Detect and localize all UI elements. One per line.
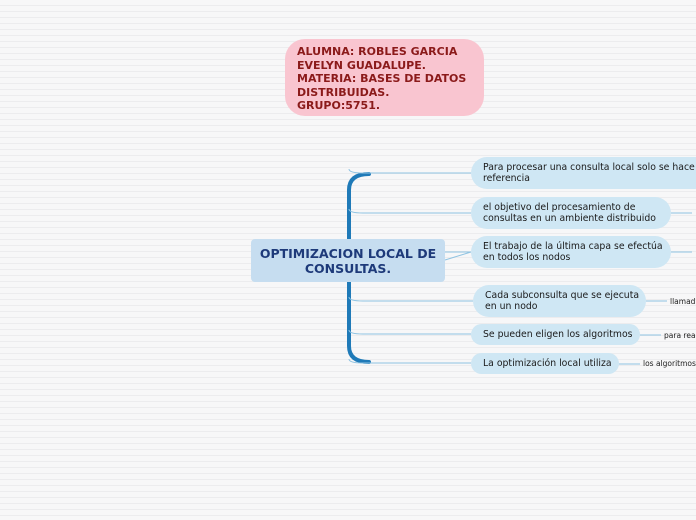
central-topic-line: CONSULTAS. [304,260,392,276]
branch-node-ultima-capa[interactable] [471,236,671,268]
info-line: EVELYN GUADALUPE. [297,58,426,72]
branch-line: el objetivo del procesamiento de [483,202,636,213]
subtopic-label[interactable]: llamad [670,297,696,306]
branch-line: Se pueden eligen los algoritmos [483,329,633,340]
branch-line: Para procesar una consulta local solo se hace [483,162,695,173]
branch-line: consultas en un ambiente distribuido [483,213,656,224]
central-connector [445,252,471,260]
subtopic-label[interactable]: los algoritmos [643,359,696,368]
branch-node-objetivo[interactable] [471,197,671,229]
info-line: ALUMNA: ROBLES GARCIA [297,45,458,58]
student-info-box [285,39,484,116]
info-line: DISTRIBUIDAS. [297,85,390,99]
branch-node-algoritmos[interactable] [471,324,640,345]
branch-node-procesar[interactable] [471,157,696,189]
central-topic-line: OPTIMIZACION LOCAL DE [259,245,437,261]
branch-connector [349,209,471,213]
subtopic-label[interactable]: para rea [664,331,696,340]
branch-line: en un nodo [485,301,538,312]
branch-line: La optimización local utiliza [483,358,612,369]
branch-line: Cada subconsulta que se ejecuta [485,290,640,301]
info-line: GRUPO:5751. [297,99,381,112]
branch-line: referencia [483,173,530,184]
branch-node-subconsulta[interactable] [473,285,646,317]
branch-node-optimizacion[interactable] [471,353,619,374]
branch-connector [349,297,473,301]
info-line: MATERIA: BASES DE DATOS [297,72,467,85]
central-topic[interactable] [251,239,445,282]
branch-line: en todos los nodos [483,252,571,263]
branch-line: El trabajo de la última capa se efectúa [483,241,663,252]
branch-connector [349,330,471,334]
